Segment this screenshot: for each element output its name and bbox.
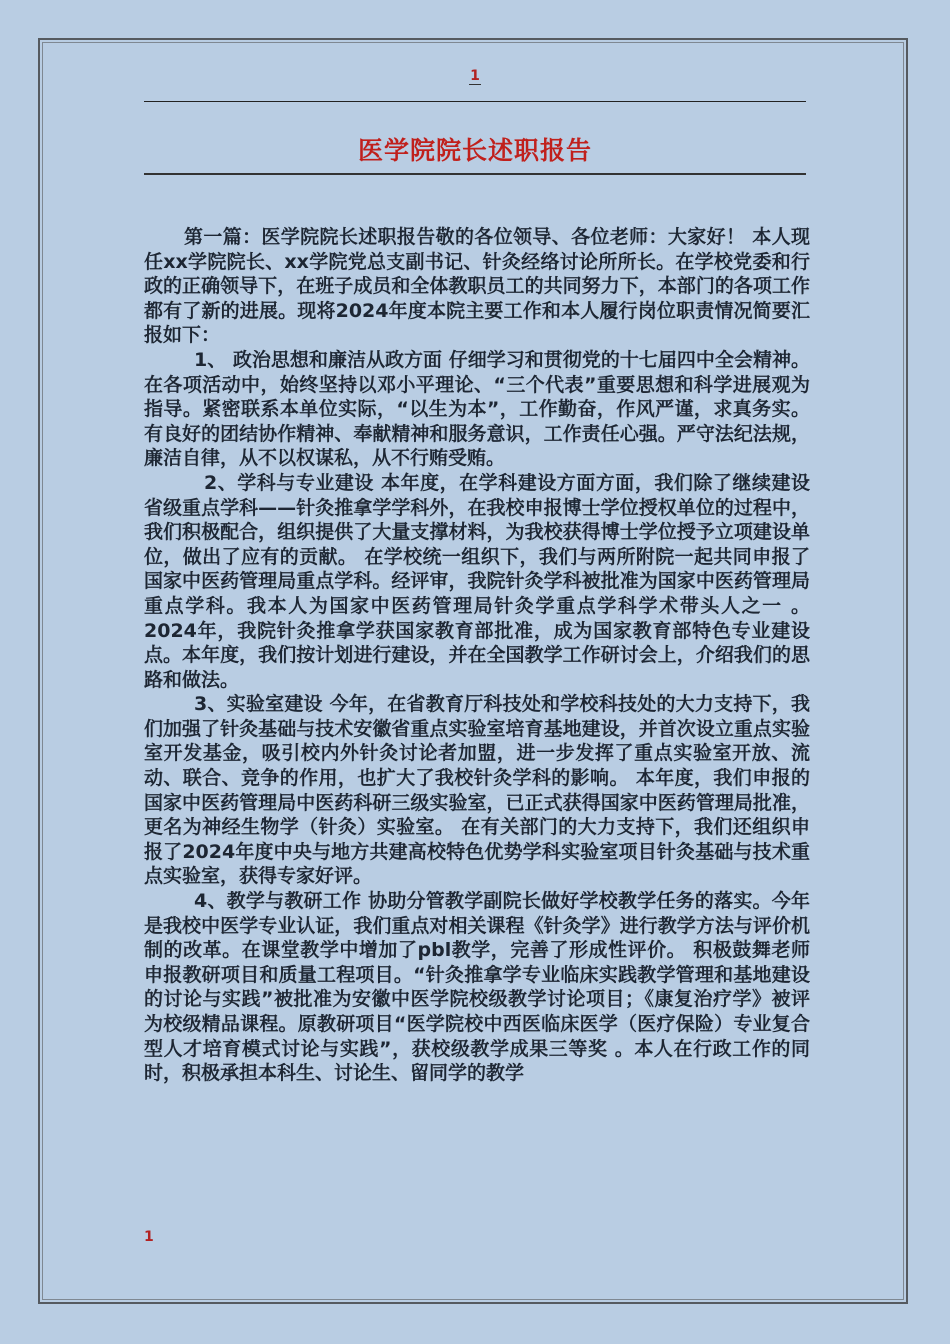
header-divider <box>144 101 806 102</box>
header-page-number-text: 1 <box>470 68 480 84</box>
paragraph-section-3: 3、实验室建设 今年，在省教育厅科技处和学校科技处的大力支持下，我们加强了针灸基础与技术安徽省重点实验室培育基地建设，并首次设立重点实验室开发基金，吸引校内外针灸讨论者加盟，进一步发挥了重点实验室开放、流动、联合、竞争的作用，也扩大了我校针灸学科的影响。 本年度，我们申报的国家中医药管理局中医药科研三级实验室，已正式获得国家中医药管理局批准，更名为神经生物学（针灸）实验室。 在有关部门的大力支持下，我们还组织申报了2024年度中央与地方共建高校特色优势学科实验室项目针灸基础与技术重点实验室，获得专家好评。 <box>144 693 810 888</box>
document-body <box>144 225 810 1086</box>
document-title: 医学院院长述职报告 <box>357 136 592 165</box>
paragraph-section-2: 2、学科与专业建设 本年度，在学科建设方面方面，我们除了继续建设省级重点学科——针灸推拿学学科外，在我校申报博士学位授权单位的过程中，我们积极配合，组织提供了大量支撑材料，为我校获得博士学位授予立项建设单位，做出了应有的贡献。 在学校统一组织下，我们与两所附院一起共同申报了国家中医药管理局重点学科。经评审，我院针灸学科被批准为国家中医药管理局重点学科。我本人为国家中医药管理局针灸学重点学科学术带头人之一 。 2024年，我院针灸推拿学获国家教育部批准，成为国家教育部特色专业建设点。本年度，我们按计划进行建设，并在全国教学工作研讨会上，介绍我们的思路和做法。 <box>144 471 810 691</box>
header-page-number <box>0 68 950 84</box>
title-divider <box>144 173 806 175</box>
paragraph-intro: 第一篇：医学院院长述职报告敬的各位领导、各位老师：大家好！ 本人现任xx学院院长、xx学院党总支副书记、针灸经络讨论所所长。在学校党委和行政的正确领导下，在班子成员和全体教职员工的共同努力下，本部门的各项工作都有了新的进展。现将2024年度本院主要工作和本人履行岗位职责情况简要汇报如下： <box>144 226 810 347</box>
paragraph-section-4: 4、教学与教研工作 协助分管教学副院长做好学校教学任务的落实。今年是我校中医学专业认证，我们重点对相关课程《针灸学》进行教学方法与评价机制的改革。在课堂教学中增加了pbl教学，完善了形成性评价。 积极鼓舞老师申报教研项目和质量工程项目。“针灸推拿学专业临床实践教学管理和基地建设的讨论与实践”被批准为安徽中医学院校级教学讨论项目；《康复治疗学》被评为校级精品课程。原教研项目“医学院校中西医临床医学（医疗保险）专业复合型人才培育模式讨论与实践”，获校级教学成果三等奖 。本人在行政工作的同时，积极承担本科生、讨论生、留同学的教学 <box>144 890 810 1085</box>
footer-page-number: 1 <box>144 1229 154 1245</box>
paragraph-section-1: 1、 政治思想和廉洁从政方面 仔细学习和贯彻党的十七届四中全会精神。在各项活动中，始终坚持以邓小平理论、“三个代表”重要思想和科学进展观为指导。紧密联系本单位实际，“以生为本”，工作勤奋，作风严谨，求真务实。有良好的团结协作精神、奉献精神和服务意识，工作责任心强。严守法纪法规，廉洁自律，从不以权谋私，从不行贿受贿。 <box>144 348 810 470</box>
